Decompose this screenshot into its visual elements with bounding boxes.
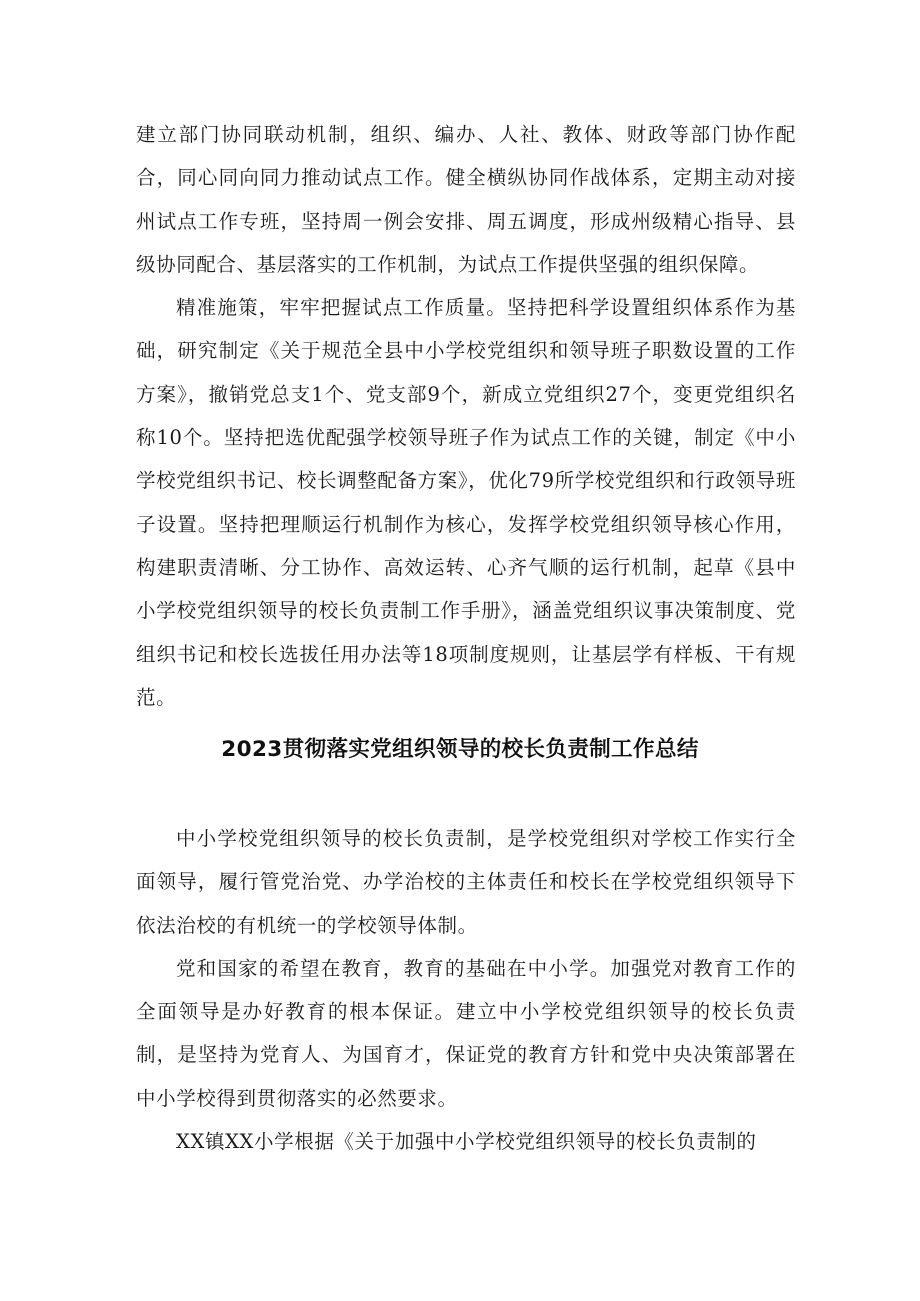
paragraph-continuation: 建立部门协同联动机制，组织、编办、人社、教体、财政等部门协作配合，同心同向同力推动试点工作。健全横纵协同作战体系，定期主动对接州试点工作专班，坚持周一例会安排、周五调度，形成州级精心指导、县级协同配合、基层落实的工作机制，为试点工作提供坚强的组织保障。: [136, 123, 796, 276]
paragraph-importance: 党和国家的希望在教育，教育的基础在中小学。加强党对教育工作的全面领导是办好教育的根本保证。建立中小学校党组织领导的校长负责制，是坚持为党育人、为国育才，保证党的教育方针和党中央决策部署在中小学校得到贯彻落实的必然要求。: [136, 956, 796, 1110]
section-title: 2023贯彻落实党组织领导的校长负责制工作总结: [221, 737, 699, 762]
paragraph-precise-measures: 精准施策，牢牢把握试点工作质量。坚持把科学设置组织体系作为基础，研究制定《关于规范全县中小学校党组织和领导班子职数设置的工作方案》，撤销党总支1个、党支部9个，新成立党组织27个，变更党组织名称10个。坚持把选优配强学校领导班子作为试点工作的关键，制定《中小学校党组织书记、校长调整配备方案》，优化79所学校党组织和行政领导班子设置。坚持把理顺运行机制作为核心，发挥学校党组织领导核心作用，构建职责清晰、分工协作、高效运转、心齐气顺的运行机制，起草《县中小学校党组织领导的校长负责制工作手册》，涵盖党组织议事决策制度、党组织书记和校长选拔任用办法等18项制度规则，让基层学有样板、干有规范。: [136, 296, 796, 709]
top-text-block: [136, 113, 796, 719]
bottom-text-block: [136, 817, 796, 1163]
paragraph-definition: 中小学校党组织领导的校长负责制，是学校党组织对学校工作实行全面领导，履行管党治党、办学治校的主体责任和校长在学校党组织领导下依法治校的有机统一的学校领导体制。: [136, 827, 796, 937]
paragraph-school-intro: XX镇XX小学根据《关于加强中小学校党组织领导的校长负责制的: [176, 1130, 757, 1154]
